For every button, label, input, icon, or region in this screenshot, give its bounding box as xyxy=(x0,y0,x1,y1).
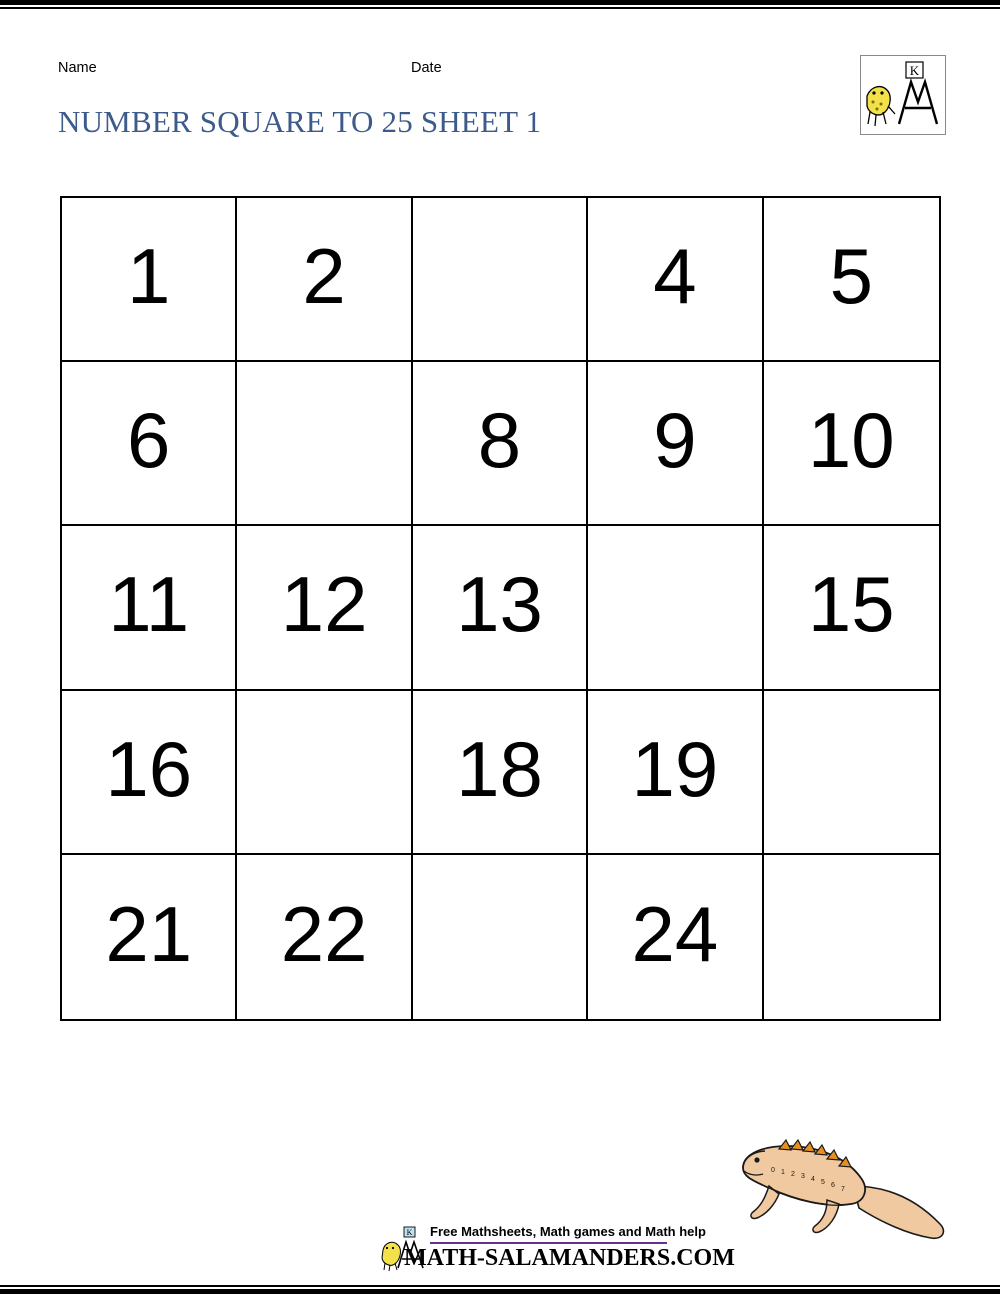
page-bottom-edge-rule-secondary xyxy=(0,1285,1000,1287)
page-title: NUMBER SQUARE TO 25 SHEET 1 xyxy=(58,104,542,139)
grid-cell[interactable]: 18 xyxy=(413,691,588,855)
svg-text:3: 3 xyxy=(801,1173,805,1180)
meta-row xyxy=(58,60,758,80)
page-top-edge-rule-secondary xyxy=(0,7,1000,9)
svg-text:6: 6 xyxy=(831,1182,835,1189)
grid-cell[interactable] xyxy=(764,855,939,1019)
grid-cell[interactable]: 19 xyxy=(588,691,763,855)
footer xyxy=(380,1224,735,1284)
grid-cell[interactable] xyxy=(237,691,412,855)
grid-cell[interactable]: 10 xyxy=(764,362,939,526)
grid-cell[interactable] xyxy=(413,855,588,1019)
footer-url[interactable]: MATH-SALAMANDERS.COM xyxy=(404,1245,735,1271)
grid-cell[interactable]: 11 xyxy=(62,526,237,690)
salamander-illustration xyxy=(735,1128,960,1258)
svg-text:7: 7 xyxy=(841,1186,845,1193)
grid-cell[interactable]: 5 xyxy=(764,198,939,362)
grid-cell[interactable]: 13 xyxy=(413,526,588,690)
svg-text:1: 1 xyxy=(781,1169,785,1176)
brand-logo-box xyxy=(860,55,946,135)
grid-cell[interactable]: 4 xyxy=(588,198,763,362)
salamander-icon xyxy=(735,1128,960,1258)
page-top-edge-rule xyxy=(0,0,1000,5)
grid-cell[interactable]: 12 xyxy=(237,526,412,690)
svg-text:0: 0 xyxy=(771,1167,775,1174)
svg-text:4: 4 xyxy=(811,1176,815,1183)
grid-cell[interactable]: 15 xyxy=(764,526,939,690)
number-square-grid xyxy=(60,196,941,1021)
grid-cell[interactable]: 1 xyxy=(62,198,237,362)
name-label: Name xyxy=(58,60,97,76)
grid-cell[interactable] xyxy=(764,691,939,855)
grid-cell[interactable]: 6 xyxy=(62,362,237,526)
grid-cell[interactable]: 8 xyxy=(413,362,588,526)
grid-cell[interactable]: 16 xyxy=(62,691,237,855)
grid-cell[interactable]: 2 xyxy=(237,198,412,362)
page-bottom-edge-rule xyxy=(0,1289,1000,1294)
svg-text:2: 2 xyxy=(791,1171,795,1178)
date-label: Date xyxy=(411,60,442,76)
grid-cell[interactable] xyxy=(413,198,588,362)
grid-cell[interactable]: 22 xyxy=(237,855,412,1019)
svg-text:K: K xyxy=(406,1228,413,1237)
svg-text:K: K xyxy=(909,63,920,78)
grid-cell[interactable] xyxy=(588,526,763,690)
svg-text:5: 5 xyxy=(821,1179,825,1186)
math-salamanders-logo-icon xyxy=(861,56,943,132)
footer-divider xyxy=(430,1242,667,1244)
grid-cell[interactable] xyxy=(237,362,412,526)
grid-cell[interactable]: 21 xyxy=(62,855,237,1019)
grid-cell[interactable]: 9 xyxy=(588,362,763,526)
grid-cell[interactable]: 24 xyxy=(588,855,763,1019)
footer-tagline: Free Mathsheets, Math games and Math help xyxy=(430,1224,706,1239)
